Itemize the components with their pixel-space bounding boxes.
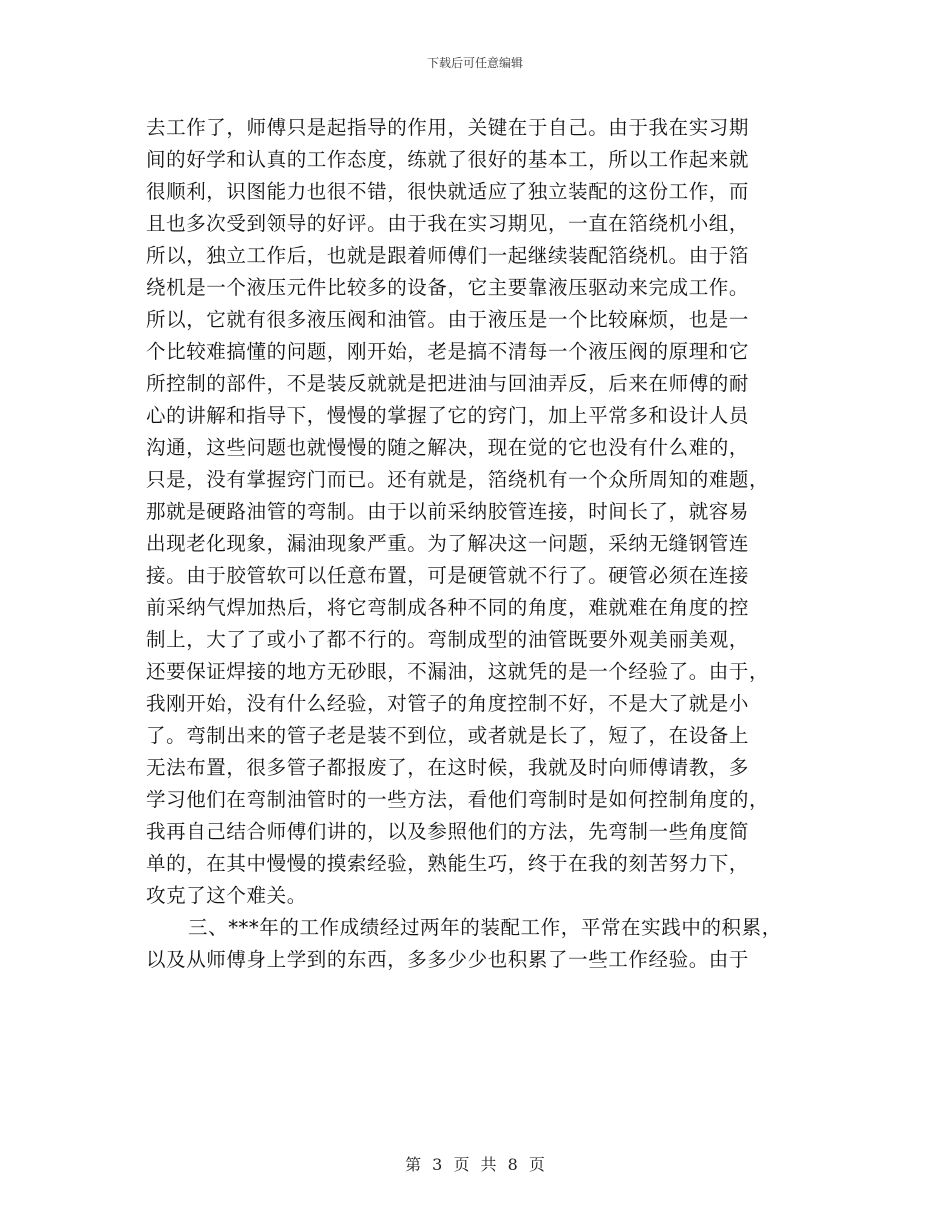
text-line: 个比较难搞懂的问题，刚开始，老是搞不清每一个液压阀的原理和它 (146, 340, 750, 363)
text-line: 心的讲解和指导下，慢慢的掌握了它的窍门，加上平常多和设计人员 (146, 404, 750, 427)
text-line: 三、***年的工作成绩经过两年的装配工作，平常在实践中的积累， (188, 916, 782, 939)
text-line: 无法布置，很多管子都报废了，在这时候，我就及时向师傅请教，多 (146, 756, 750, 779)
text-line: 所以，独立工作后，也就是跟着师傅们一起继续装配箔绕机。由于箔 (146, 244, 750, 267)
text-line: 制上，大了了或小了都不行的。弯制成型的油管既要外观美丽美观， (146, 628, 750, 651)
page-footer: 第 3 页 共 8 页 (405, 1155, 545, 1174)
text-line: 所控制的部件，不是装反就就是把进油与回油弄反，后来在师傅的耐 (146, 372, 750, 395)
text-line: 很顺利，识图能力也很不错，很快就适应了独立装配的这份工作，而 (146, 180, 750, 203)
text-line: 还要保证焊接的地方无砂眼，不漏油，这就凭的是一个经验了。由于， (146, 660, 770, 683)
text-line: 接。由于胶管软可以任意布置，可是硬管就不行了。硬管必须在连接 (146, 564, 750, 587)
text-line: 间的好学和认真的工作态度，练就了很好的基本工，所以工作起来就 (146, 148, 750, 171)
document-body (146, 112, 826, 976)
text-line: 我刚开始，没有什么经验，对管子的角度控制不好，不是大了就是小 (146, 692, 750, 715)
text-line: 我再自己结合师傅们讲的，以及参照他们的方法，先弯制一些角度简 (146, 820, 750, 843)
text-line: 只是，没有掌握窍门而已。还有就是，箔绕机有一个众所周知的难题， (146, 468, 770, 491)
text-line: 前采纳气焊加热后，将它弯制成各种不同的角度，难就难在角度的控 (146, 596, 750, 619)
text-line: 去工作了，师傅只是起指导的作用，关键在于自己。由于我在实习期 (146, 116, 750, 139)
page-header: 下载后可任意编辑 (426, 56, 523, 70)
text-line: 那就是硬路油管的弯制。由于以前采纳胶管连接，时间长了，就容易 (146, 500, 750, 523)
text-line: 且也多次受到领导的好评。由于我在实习期见，一直在箔绕机小组， (146, 212, 750, 235)
text-line: 沟通，这些问题也就慢慢的随之解决，现在觉的它也没有什么难的， (146, 436, 750, 459)
text-line: 学习他们在弯制油管时的一些方法，看他们弯制时是如何控制角度的， (146, 788, 770, 811)
text-line: 了。弯制出来的管子老是装不到位，或者就是长了，短了，在设备上 (146, 724, 750, 747)
text-line: 所以，它就有很多液压阀和油管。由于液压是一个比较麻烦，也是一 (146, 308, 750, 331)
text-line: 单的，在其中慢慢的摸索经验，熟能生巧，终于在我的刻苦努力下， (146, 852, 750, 875)
text-line: 以及从师傅身上学到的东西，多多少少也积累了一些工作经验。由于 (146, 948, 750, 971)
text-line: 绕机是一个液压元件比较多的设备，它主要靠液压驱动来完成工作。 (146, 276, 750, 299)
text-line: 攻克了这个难关。 (146, 884, 307, 907)
text-line: 出现老化现象，漏油现象严重。为了解决这一问题，采纳无缝钢管连 (146, 532, 750, 555)
